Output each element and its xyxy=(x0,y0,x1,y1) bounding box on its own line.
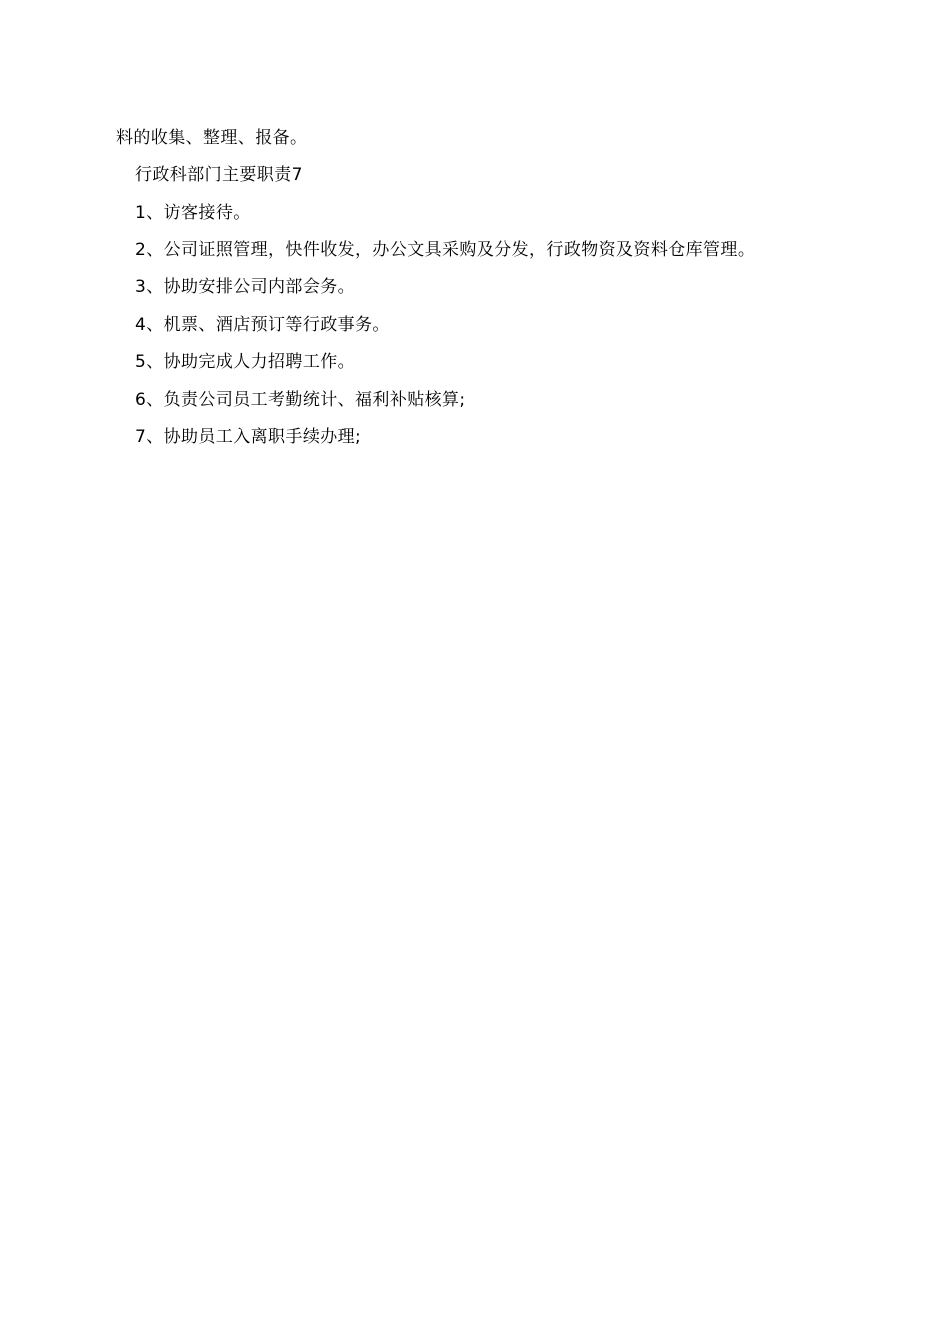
duty-item-6: 6、负责公司员工考勤统计、福利补贴核算; xyxy=(135,390,466,410)
duty-item-1: 1、访客接待。 xyxy=(135,203,251,223)
section-title: 行政科部门主要职责7 xyxy=(135,165,303,185)
duty-item-2: 2、公司证照管理，快件收发，办公文具采购及分发，行政物资及资料仓库管理。 xyxy=(135,240,756,260)
duty-item-4: 4、机票、酒店预订等行政事务。 xyxy=(135,315,390,335)
duty-item-5: 5、协助完成人力招聘工作。 xyxy=(135,352,356,372)
duty-item-7: 7、协助员工入离职手续办理; xyxy=(135,427,362,447)
duty-item-3: 3、协助安排公司内部会务。 xyxy=(135,277,356,297)
continuation-text: 料的收集、整理、报备。 xyxy=(116,128,308,148)
